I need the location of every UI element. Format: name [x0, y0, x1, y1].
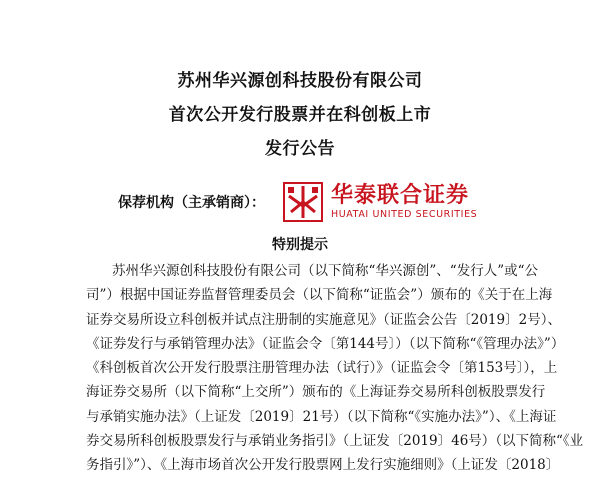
title-line-3: 发行公告: [265, 139, 335, 159]
logo-name-cn: 华泰联合证券: [331, 183, 470, 208]
body-line: 证券交易所设立科创板并试点注册制的实施意见》（证监会公告〔2019〕2号）、: [86, 311, 561, 328]
body-line: 与承销实施办法》（上证发〔2019〕21号）（以下简称“《实施办法》”）、《上海证: [86, 408, 557, 425]
logo-name-en: HUATAI UNITED SECURITIES: [331, 209, 478, 220]
sponsor-logo: [283, 182, 477, 222]
title-line-1: 苏州华兴源创科技股份有限公司: [177, 71, 423, 91]
huatai-logo-icon: [283, 182, 323, 222]
body-line: 券交易所科创板股票发行与承销业务指引》（上证发〔2019〕46号）（以下简称“《业: [86, 433, 584, 450]
body-paragraph: [86, 259, 584, 478]
body-line: 苏州华兴源创科技股份有限公司（以下简称“华兴源创”、“发行人”或“公: [112, 263, 539, 279]
body-line: 《科创板首次公开发行股票注册管理办法（试行）》（证监会令〔第153号〕），上: [86, 360, 558, 377]
body-line: 务指引》”）、《上海市场首次公开发行股票网上发行实施细则》（上证发〔2018〕: [86, 457, 560, 474]
body-line: 司”）根据中国证券监督管理委员会（以下简称“证监会”）颁布的《关于在上海: [86, 287, 553, 304]
sponsor-row: [118, 182, 477, 222]
body-line: 海证券交易所（以下简称“上交所”）颁布的《上海证券交易所科创板股票发行: [86, 384, 546, 401]
sponsor-label: 保荐机构（主承销商）：: [118, 195, 265, 211]
body-line: 《证券发行与承销管理办法》（证监会令〔第144号〕）（以下简称“《管理办法》”）: [86, 335, 565, 352]
title-line-2: 首次公开发行股票并在科创板上市: [168, 105, 432, 125]
section-heading: 特别提示: [272, 237, 328, 253]
